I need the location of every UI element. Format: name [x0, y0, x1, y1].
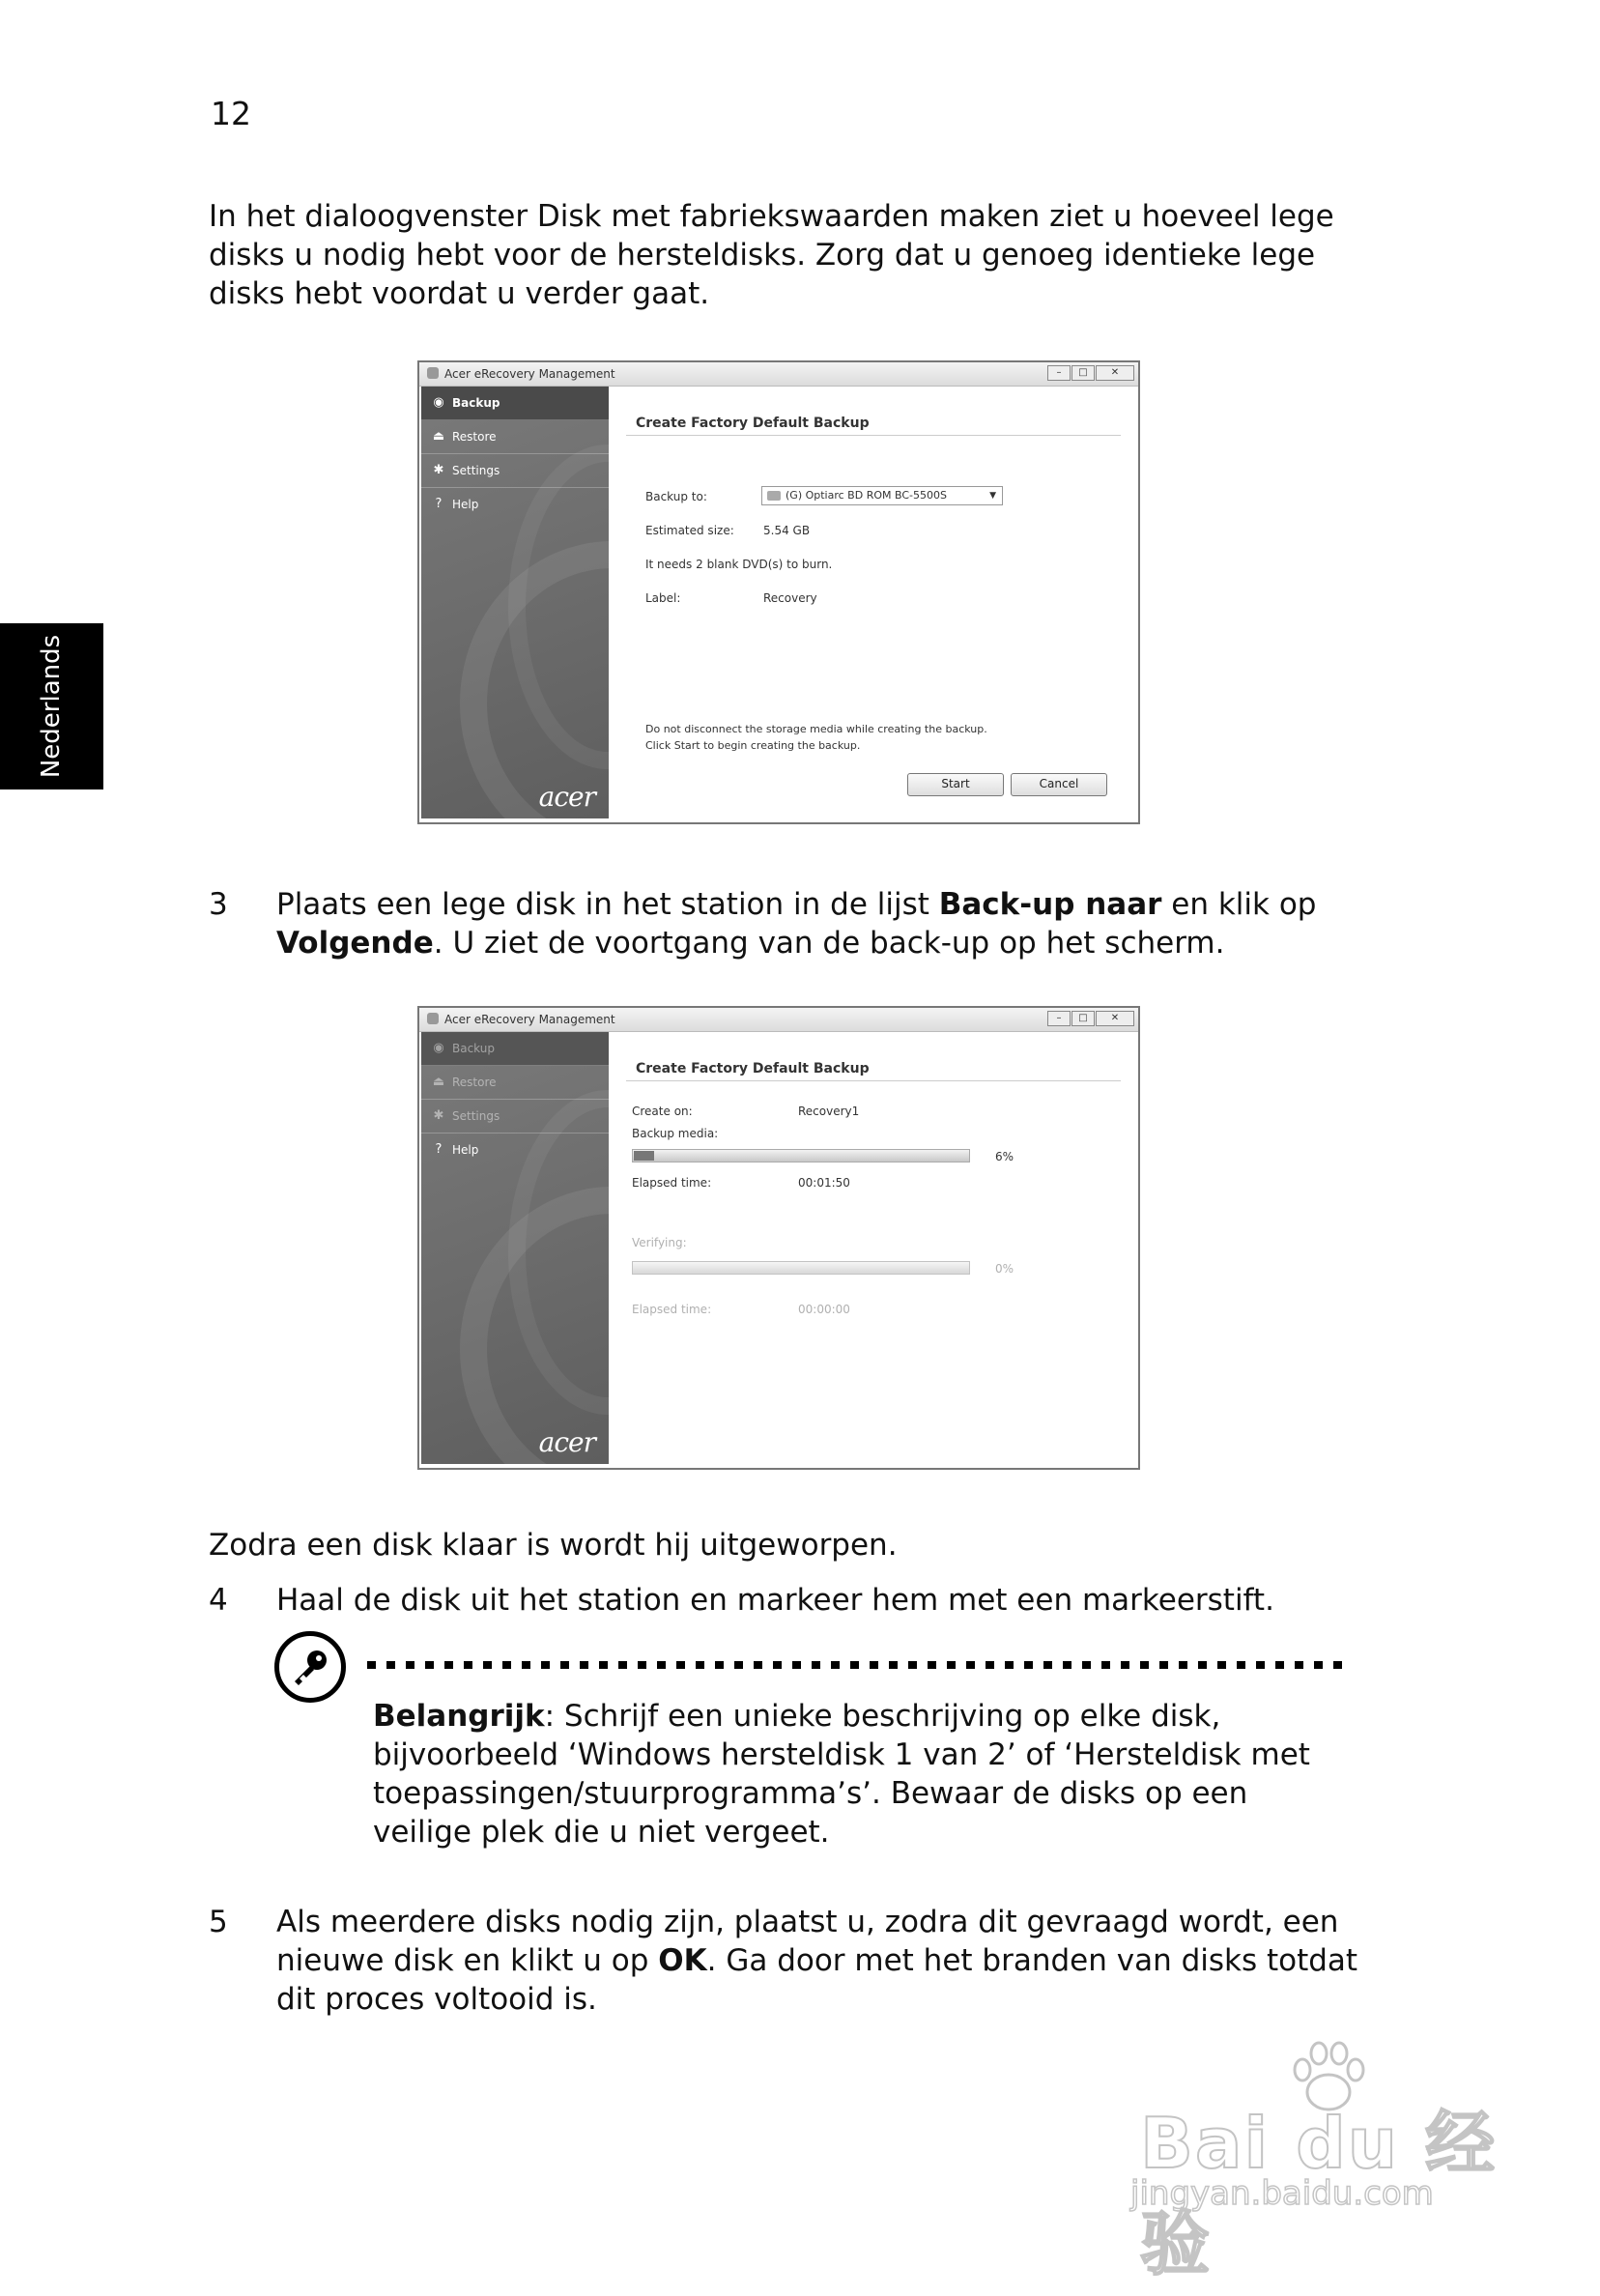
- acer-logo: acer: [538, 781, 595, 813]
- maximize-button[interactable]: □: [1071, 1011, 1095, 1026]
- verify-percent: 0%: [995, 1262, 1014, 1276]
- estimated-size-label: Estimated size:: [645, 524, 734, 537]
- bold-term: Volgende: [276, 926, 434, 961]
- window-controls: [1046, 365, 1134, 381]
- minimize-button[interactable]: –: [1047, 365, 1071, 381]
- bold-term: Back-up naar: [938, 887, 1162, 922]
- language-label: Nederlands: [37, 634, 66, 779]
- important-note: [373, 1697, 1349, 1851]
- title-bar: [419, 1008, 1138, 1032]
- backup-icon: ◉: [433, 1041, 444, 1055]
- help-icon: ?: [435, 1142, 443, 1157]
- sidebar-item-label: Restore: [452, 1076, 497, 1089]
- acer-logo: acer: [538, 1426, 595, 1458]
- elapsed-time-value-2: 00:00:00: [798, 1303, 850, 1316]
- start-button[interactable]: Start: [907, 773, 1004, 796]
- sidebar-item-label: Restore: [452, 430, 497, 444]
- recovery-dialog-progress: [417, 1006, 1140, 1470]
- verify-progress-bar: [632, 1261, 970, 1275]
- sidebar: [421, 387, 609, 818]
- backup-media-label: Backup media:: [632, 1127, 719, 1140]
- heading-divider: [626, 435, 1121, 436]
- gear-icon: ✱: [433, 463, 444, 477]
- app-icon: [427, 367, 439, 379]
- verifying-label: Verifying:: [632, 1236, 687, 1249]
- baidu-watermark: [1121, 2039, 1507, 2284]
- window-title: Acer eRecovery Management: [444, 367, 615, 381]
- dialog-heading: Create Factory Default Backup: [636, 1061, 870, 1076]
- step-5-text: [276, 1903, 1368, 2019]
- sidebar-item-restore[interactable]: [421, 420, 609, 454]
- step-number: 4: [209, 1583, 228, 1618]
- note-bold-term: Belangrijk: [373, 1699, 545, 1734]
- step-number: 3: [209, 887, 228, 922]
- bold-term: OK: [658, 1943, 707, 1978]
- window-title: Acer eRecovery Management: [444, 1013, 615, 1026]
- estimated-size-value: 5.54 GB: [763, 524, 811, 537]
- create-on-label: Create on:: [632, 1105, 693, 1118]
- window-controls: [1046, 1011, 1134, 1026]
- backup-percent: 6%: [995, 1150, 1014, 1163]
- step-3-text: [276, 885, 1368, 962]
- elapsed-time-value: 00:01:50: [798, 1176, 850, 1190]
- sidebar: [421, 1032, 609, 1464]
- text-run: . U ziet de voortgang van de back-up op het scherm.: [433, 926, 1225, 961]
- sidebar-item-label: Settings: [452, 464, 500, 477]
- sidebar-item-label: Backup: [452, 1042, 495, 1055]
- restore-icon: ⏏: [432, 429, 445, 444]
- sidebar-item-settings[interactable]: [421, 454, 609, 488]
- gear-icon: ✱: [433, 1108, 444, 1123]
- backup-icon: ◉: [433, 395, 444, 410]
- note-separator: [367, 1661, 1343, 1669]
- step-number: 5: [209, 1905, 228, 1939]
- elapsed-time-label-2: Elapsed time:: [632, 1303, 712, 1316]
- help-icon: ?: [435, 497, 443, 511]
- key-icon-glyph: [289, 1646, 331, 1688]
- title-bar: [419, 362, 1138, 387]
- watermark-brand: Bai du 经验: [1140, 2103, 1498, 2284]
- intro-paragraph: In het dialoogvenster Disk met fabriekswaarden maken ziet u hoeveel lege disks u nodig hebt voor de hersteldisks. Zorg dat u genoeg identieke lege disks hebt voordat u verder gaat.: [209, 199, 1334, 311]
- backup-progress-bar: [632, 1149, 970, 1162]
- sidebar-item-restore: [421, 1066, 609, 1100]
- sidebar-item-backup[interactable]: [421, 387, 609, 420]
- sidebar-item-settings: [421, 1100, 609, 1134]
- page-number: 12: [211, 95, 251, 132]
- backup-to-value: (G) Optiarc BD ROM BC-5500S: [786, 489, 947, 502]
- watermark-url: jingyan.baidu.com: [1130, 2174, 1434, 2213]
- step-4-text: Haal de disk uit het station en markeer hem met een markeerstift.: [276, 1583, 1274, 1618]
- maximize-button[interactable]: □: [1071, 365, 1095, 381]
- sidebar-item-backup: [421, 1032, 609, 1066]
- ejected-paragraph: Zodra een disk klaar is wordt hij uitgeworpen.: [209, 1528, 898, 1563]
- backup-progress-fill: [634, 1151, 654, 1161]
- text-run: Als meerdere disks nodig zijn, plaatst u, zodra dit gevraagd wordt, een nieuwe disk en klikt u op: [276, 1905, 1339, 1978]
- note-text: : Schrijf een unieke beschrijving op elke disk, bijvoorbeeld ‘Windows hersteldisk 1 van 2’ of ‘Hersteldisk met toepassingen/stuurprogramma’s’. Bewaar de disks op een veilige plek die u niet vergeet.: [373, 1699, 1310, 1850]
- chevron-down-icon: ▼: [989, 491, 996, 501]
- instruction-line-1: Do not disconnect the storage media while creating the backup.: [645, 723, 987, 735]
- restore-icon: ⏏: [432, 1075, 445, 1089]
- sidebar-item-label: Backup: [452, 396, 500, 410]
- text-run: . Ga door met het branden van disks totdat dit proces voltooid is.: [276, 1943, 1358, 2017]
- text-run: Plaats een lege disk in het station in de lijst: [276, 887, 939, 922]
- backup-to-select[interactable]: [761, 486, 1003, 505]
- backup-to-label: Backup to:: [645, 490, 707, 503]
- sidebar-item-help[interactable]: [421, 1134, 609, 1166]
- dialog-heading: Create Factory Default Backup: [636, 416, 870, 431]
- elapsed-time-label: Elapsed time:: [632, 1176, 712, 1190]
- minimize-button[interactable]: –: [1047, 1011, 1071, 1026]
- label-value: Recovery: [763, 591, 817, 605]
- sidebar-item-help[interactable]: [421, 488, 609, 521]
- label-label: Label:: [645, 591, 681, 605]
- cancel-button[interactable]: Cancel: [1011, 773, 1107, 796]
- recovery-dialog-start: [417, 360, 1140, 824]
- create-on-value: Recovery1: [798, 1105, 860, 1118]
- sidebar-item-label: Help: [452, 1143, 479, 1157]
- key-icon: [274, 1631, 346, 1703]
- heading-divider: [626, 1080, 1121, 1081]
- disc-count-text: It needs 2 blank DVD(s) to burn.: [645, 558, 833, 571]
- sidebar-item-label: Settings: [452, 1109, 500, 1123]
- sidebar-item-label: Help: [452, 498, 479, 511]
- text-run: en klik op: [1161, 887, 1317, 922]
- language-side-tab: [0, 623, 103, 789]
- close-button[interactable]: ✕: [1096, 1011, 1134, 1026]
- drive-icon: [767, 491, 781, 501]
- app-icon: [427, 1013, 439, 1024]
- close-button[interactable]: ✕: [1096, 365, 1134, 381]
- instruction-line-2: Click Start to begin creating the backup.: [645, 739, 861, 752]
